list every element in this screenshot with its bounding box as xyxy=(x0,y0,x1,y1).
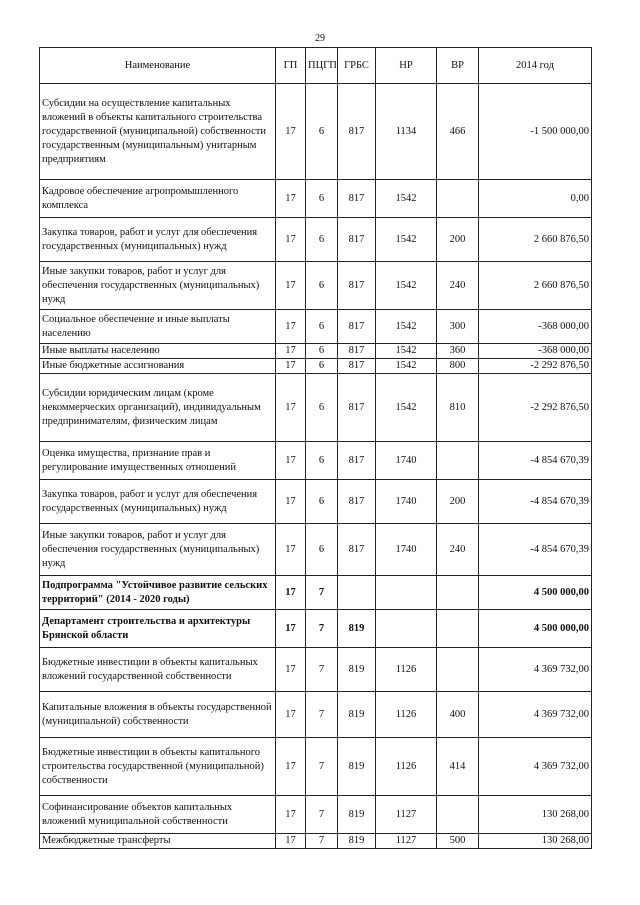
row-ppgp-cell: 7 xyxy=(306,610,338,648)
row-nr-cell: 1542 xyxy=(376,262,437,310)
row-ppgp-cell: 6 xyxy=(306,374,338,442)
row-name-cell: Кадровое обеспечение агропромышленного комплекса xyxy=(40,180,276,218)
table-row xyxy=(40,442,592,480)
table-row xyxy=(40,480,592,524)
row-grbs-cell xyxy=(338,576,376,610)
row-name-cell: Социальное обеспечение и иные выплаты населению xyxy=(40,310,276,344)
row-ppgp-cell: 7 xyxy=(306,648,338,692)
row-gp-cell: 17 xyxy=(276,359,306,374)
row-ppgp-cell: 6 xyxy=(306,359,338,374)
row-nr-cell: 1542 xyxy=(376,359,437,374)
budget-table xyxy=(39,47,592,849)
row-amount-cell: 4 500 000,00 xyxy=(479,576,592,610)
row-amount-cell: 4 369 732,00 xyxy=(479,738,592,796)
table-row xyxy=(40,180,592,218)
row-gp-cell: 17 xyxy=(276,84,306,180)
row-name-cell: Закупка товаров, работ и услуг для обеспечения государственных (муниципальных) нужд xyxy=(40,218,276,262)
table-row xyxy=(40,692,592,738)
row-vr-cell xyxy=(437,610,479,648)
header-name: Наименование xyxy=(40,48,276,84)
row-amount-cell: -4 854 670,39 xyxy=(479,480,592,524)
row-amount-cell: -368 000,00 xyxy=(479,344,592,359)
row-name-cell: Закупка товаров, работ и услуг для обеспечения государственных (муниципальных) нужд xyxy=(40,480,276,524)
row-grbs-cell: 819 xyxy=(338,610,376,648)
row-nr-cell: 1740 xyxy=(376,480,437,524)
row-gp-cell: 17 xyxy=(276,576,306,610)
row-vr-cell: 500 xyxy=(437,834,479,849)
row-ppgp-cell: 6 xyxy=(306,480,338,524)
row-name-cell: Софинансирование объектов капитальных вложений муниципальной собственности xyxy=(40,796,276,834)
row-nr-cell: 1542 xyxy=(376,180,437,218)
row-ppgp-cell: 7 xyxy=(306,796,338,834)
row-vr-cell: 200 xyxy=(437,218,479,262)
row-vr-cell: 360 xyxy=(437,344,479,359)
row-amount-cell: 4 369 732,00 xyxy=(479,692,592,738)
row-gp-cell: 17 xyxy=(276,180,306,218)
row-gp-cell: 17 xyxy=(276,262,306,310)
row-amount-cell: 2 660 876,50 xyxy=(479,218,592,262)
table-row xyxy=(40,374,592,442)
table-row xyxy=(40,796,592,834)
row-nr-cell: 1740 xyxy=(376,524,437,576)
table-row xyxy=(40,359,592,374)
row-vr-cell xyxy=(437,576,479,610)
row-vr-cell: 240 xyxy=(437,524,479,576)
row-grbs-cell: 817 xyxy=(338,359,376,374)
row-ppgp-cell: 7 xyxy=(306,692,338,738)
row-name-cell: Межбюджетные трансферты xyxy=(40,834,276,849)
row-ppgp-cell: 7 xyxy=(306,576,338,610)
row-gp-cell: 17 xyxy=(276,648,306,692)
row-gp-cell: 17 xyxy=(276,610,306,648)
row-amount-cell: -368 000,00 xyxy=(479,310,592,344)
row-grbs-cell: 819 xyxy=(338,834,376,849)
row-gp-cell: 17 xyxy=(276,692,306,738)
row-ppgp-cell: 6 xyxy=(306,524,338,576)
row-gp-cell: 17 xyxy=(276,524,306,576)
row-ppgp-cell: 6 xyxy=(306,344,338,359)
row-grbs-cell: 817 xyxy=(338,480,376,524)
row-name-cell: Бюджетные инвестиции в объекты капитального строительства государственной (муниципальной) собственности xyxy=(40,738,276,796)
row-nr-cell xyxy=(376,576,437,610)
row-ppgp-cell: 6 xyxy=(306,442,338,480)
row-nr-cell: 1126 xyxy=(376,648,437,692)
row-gp-cell: 17 xyxy=(276,738,306,796)
table-row xyxy=(40,610,592,648)
row-grbs-cell: 819 xyxy=(338,692,376,738)
row-vr-cell: 800 xyxy=(437,359,479,374)
row-name-cell: Подпрограмма "Устойчивое развитие сельских территорий" (2014 - 2020 годы) xyxy=(40,576,276,610)
row-vr-cell xyxy=(437,796,479,834)
header-grbs: ГРБС xyxy=(338,48,376,84)
row-gp-cell: 17 xyxy=(276,442,306,480)
row-nr-cell xyxy=(376,610,437,648)
table-row xyxy=(40,524,592,576)
row-grbs-cell: 819 xyxy=(338,648,376,692)
row-nr-cell: 1127 xyxy=(376,834,437,849)
row-grbs-cell: 817 xyxy=(338,344,376,359)
table-row xyxy=(40,310,592,344)
row-ppgp-cell: 6 xyxy=(306,84,338,180)
row-ppgp-cell: 6 xyxy=(306,262,338,310)
header-gp: ГП xyxy=(276,48,306,84)
row-gp-cell: 17 xyxy=(276,796,306,834)
row-ppgp-cell: 6 xyxy=(306,180,338,218)
row-nr-cell: 1542 xyxy=(376,310,437,344)
row-name-cell: Капитальные вложения в объекты государственной (муниципальной) собственности xyxy=(40,692,276,738)
row-vr-cell: 400 xyxy=(437,692,479,738)
row-nr-cell: 1126 xyxy=(376,738,437,796)
page-number: 29 xyxy=(315,33,325,44)
row-nr-cell: 1127 xyxy=(376,796,437,834)
row-amount-cell: -1 500 000,00 xyxy=(479,84,592,180)
row-grbs-cell: 817 xyxy=(338,218,376,262)
table-row xyxy=(40,344,592,359)
header-vr: ВР xyxy=(437,48,479,84)
table-row xyxy=(40,218,592,262)
row-amount-cell: -2 292 876,50 xyxy=(479,359,592,374)
table-row xyxy=(40,576,592,610)
table-body xyxy=(40,84,592,849)
header-year: 2014 год xyxy=(479,48,592,84)
row-vr-cell xyxy=(437,648,479,692)
row-vr-cell: 240 xyxy=(437,262,479,310)
row-grbs-cell: 817 xyxy=(338,374,376,442)
table-header-row xyxy=(40,48,592,84)
row-amount-cell: -4 854 670,39 xyxy=(479,442,592,480)
row-grbs-cell: 819 xyxy=(338,738,376,796)
row-gp-cell: 17 xyxy=(276,218,306,262)
table-row xyxy=(40,648,592,692)
row-name-cell: Иные закупки товаров, работ и услуг для обеспечения государственных (муниципальных) нужд xyxy=(40,262,276,310)
row-grbs-cell: 817 xyxy=(338,310,376,344)
row-nr-cell: 1542 xyxy=(376,218,437,262)
row-vr-cell: 414 xyxy=(437,738,479,796)
row-nr-cell: 1740 xyxy=(376,442,437,480)
header-ppgp: ПЦГП xyxy=(306,48,338,84)
row-vr-cell xyxy=(437,180,479,218)
row-gp-cell: 17 xyxy=(276,834,306,849)
row-name-cell: Иные выплаты населению xyxy=(40,344,276,359)
row-ppgp-cell: 6 xyxy=(306,218,338,262)
row-vr-cell xyxy=(437,442,479,480)
table-row xyxy=(40,738,592,796)
row-grbs-cell: 817 xyxy=(338,262,376,310)
row-gp-cell: 17 xyxy=(276,344,306,359)
row-ppgp-cell: 7 xyxy=(306,738,338,796)
row-ppgp-cell: 6 xyxy=(306,310,338,344)
row-amount-cell: 4 369 732,00 xyxy=(479,648,592,692)
table-row xyxy=(40,834,592,849)
row-amount-cell: 4 500 000,00 xyxy=(479,610,592,648)
row-name-cell: Субсидии юридическим лицам (кроме некоммерческих организаций), индивидуальным предпринимателям, физическим лицам xyxy=(40,374,276,442)
row-name-cell: Департамент строительства и архитектуры Брянской области xyxy=(40,610,276,648)
row-gp-cell: 17 xyxy=(276,374,306,442)
row-gp-cell: 17 xyxy=(276,480,306,524)
row-nr-cell: 1542 xyxy=(376,344,437,359)
row-nr-cell: 1126 xyxy=(376,692,437,738)
row-grbs-cell: 817 xyxy=(338,524,376,576)
row-amount-cell: 130 268,00 xyxy=(479,834,592,849)
row-nr-cell: 1542 xyxy=(376,374,437,442)
table-row xyxy=(40,262,592,310)
row-amount-cell: 130 268,00 xyxy=(479,796,592,834)
row-grbs-cell: 817 xyxy=(338,180,376,218)
row-amount-cell: -4 854 670,39 xyxy=(479,524,592,576)
row-ppgp-cell: 7 xyxy=(306,834,338,849)
row-amount-cell: 0,00 xyxy=(479,180,592,218)
row-vr-cell: 300 xyxy=(437,310,479,344)
row-gp-cell: 17 xyxy=(276,310,306,344)
row-name-cell: Иные закупки товаров, работ и услуг для обеспечения государственных (муниципальных) нужд xyxy=(40,524,276,576)
table-row xyxy=(40,84,592,180)
row-vr-cell: 810 xyxy=(437,374,479,442)
row-grbs-cell: 819 xyxy=(338,796,376,834)
row-vr-cell: 466 xyxy=(437,84,479,180)
row-amount-cell: -2 292 876,50 xyxy=(479,374,592,442)
row-nr-cell: 1134 xyxy=(376,84,437,180)
row-grbs-cell: 817 xyxy=(338,442,376,480)
row-name-cell: Оценка имущества, признание прав и регулирование имущественных отношений xyxy=(40,442,276,480)
row-vr-cell: 200 xyxy=(437,480,479,524)
row-grbs-cell: 817 xyxy=(338,84,376,180)
row-name-cell: Бюджетные инвестиции в объекты капитальных вложений государственной собственности xyxy=(40,648,276,692)
row-name-cell: Иные бюджетные ассигнования xyxy=(40,359,276,374)
header-nr: НР xyxy=(376,48,437,84)
row-name-cell: Субсидии на осуществление капитальных вложений в объекты капитального строительства государственной (муниципальной) собственности государственным (муниципальным) унитарным предприятиям xyxy=(40,84,276,180)
row-amount-cell: 2 660 876,50 xyxy=(479,262,592,310)
